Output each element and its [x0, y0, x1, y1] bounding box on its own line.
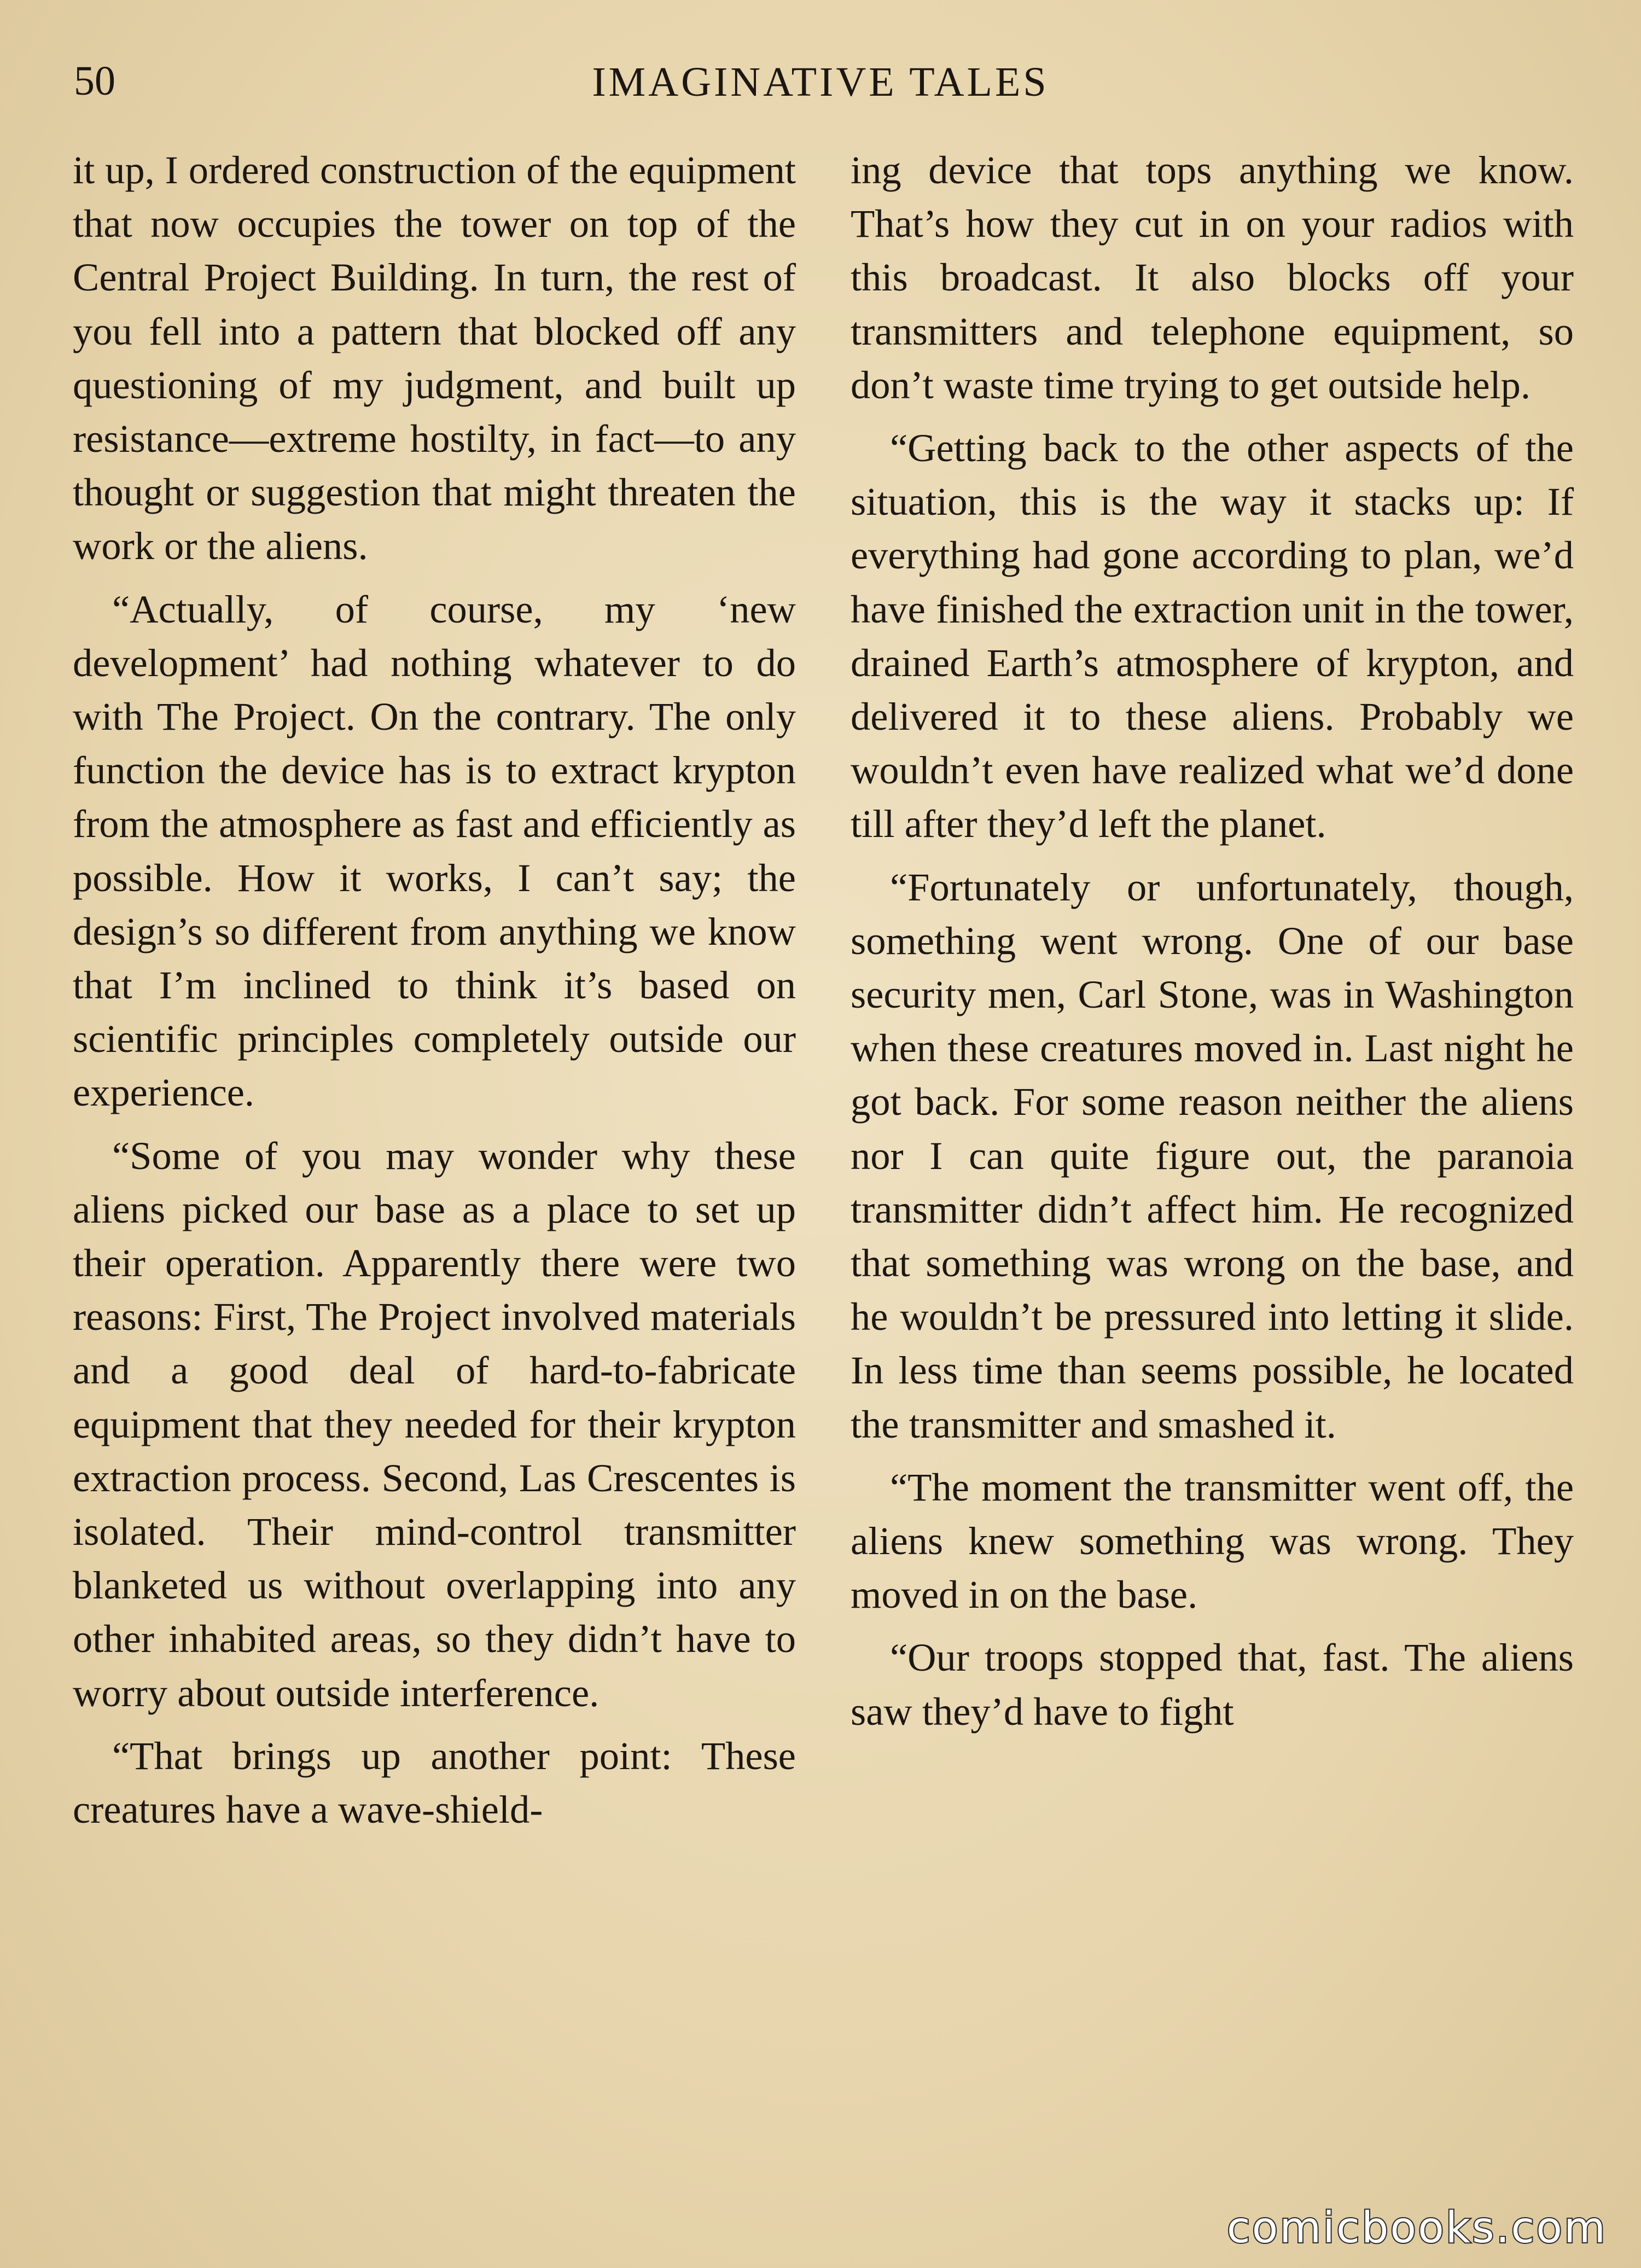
- paragraph: “The moment the transmitter went off, the aliens knew something was wrong. They moved in on the base.: [851, 1464, 1574, 1617]
- right-column: [851, 143, 1574, 1738]
- paragraph: ing device that tops anything we know. That’s how they cut in on your radios with this broadcast. It also blocks off your transmitters and telephone equipment, so don’t waste time trying to get outside help.: [851, 148, 1574, 407]
- running-head: IMAGINATIVE TALES: [592, 59, 1049, 105]
- paragraph: “Getting back to the other aspects of the situation, this is the way it stacks up: If everything had gone according to plan, we’d have finished the extraction unit in the tower, drained Earth’s atmosphere of krypton, and delivered it to these aliens. Probably we wouldn’t even have realized what we’d done till after they’d left the planet.: [851, 426, 1574, 846]
- watermark: comicbooks.com: [1226, 2203, 1607, 2253]
- paragraph: “Some of you may wonder why these aliens picked our base as a place to set up their operation. Apparently there were two reasons: First, The Project involved materials and a good deal of hard-to-fabricate equipment that they needed for their krypton extraction process. Second, Las Crescentes is isolated. Their mind-control transmitter blanketed us without overlapping into any other inhabited areas, so they didn’t have to worry about outside interference.: [73, 1133, 796, 1715]
- paragraph: “Fortunately or unfortunately, though, something went wrong. One of our base security men, Carl Stone, was in Washington when these creatures moved in. Last night he got back. For some reason neither the aliens nor I can quite figure out, the paranoia transmitter didn’t affect him. He recognized that something was wrong on the base, and he wouldn’t be pressured into letting it slide. In less time than seems possible, he located the transmitter and smashed it.: [851, 864, 1574, 1446]
- paragraph: “Actually, of course, my ‘new development’ had nothing whatever to do with The Project. On the contrary. The only function the device has is to extract krypton from the atmosphere as fast and efficiently as possible. How it works, I can’t say; the design’s so different from anything we know that I’m inclined to think it’s based on scientific principles completely outside our experience.: [73, 586, 796, 1115]
- paragraph: it up, I ordered construction of the equipment that now occupies the tower on top of the Central Project Building. In turn, the rest of you fell into a pattern that blocked off any questioning of my judgment, and built up resistance—extreme hostilty, in fact—to any thought or suggestion that might threaten the work or the aliens.: [73, 148, 796, 568]
- page-number: 50: [74, 58, 115, 104]
- left-column: [73, 143, 796, 1836]
- paragraph: “That brings up another point: These creatures have a wave-shield-: [73, 1733, 796, 1832]
- paragraph: “Our troops stopped that, fast. The aliens saw they’d have to fight: [851, 1635, 1574, 1734]
